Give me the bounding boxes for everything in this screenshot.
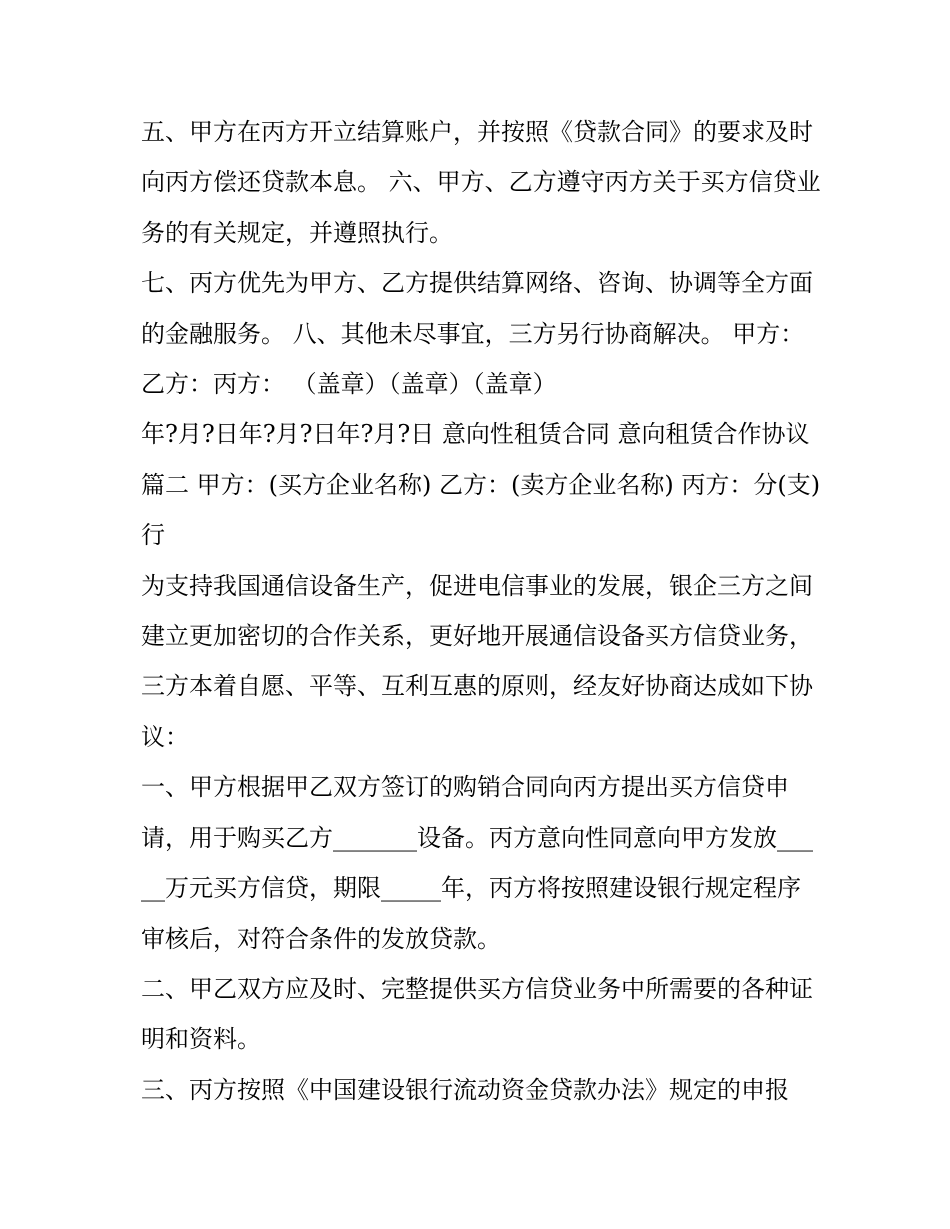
paragraph-clause-7-8-signatures: 七、丙方优先为甲方、乙方提供结算网络、咨询、协调等全方面的金融服务。 八、其他未尽事宜，三方另行协商解决。 甲方：乙方：丙方： （盖章）（盖章）（盖章） <box>141 269 813 399</box>
paragraph-clause-3: 三、丙方按照《中国建设银行流动资金贷款办法》规定的申报 <box>141 1075 789 1104</box>
paragraph-dates-title-parties: 年?月?日年?月?日年?月?日 意向性租赁合同 意向租赁合作协议篇二 甲方：(买方企业名称) 乙方：(卖方企业名称) 丙方：分(支)行 <box>141 420 821 550</box>
paragraph-clause-1: 一、甲方根据甲乙双方签订的购销合同向丙方提出买方信贷申请，用于购买乙方_______设备。丙方意向性同意向甲方发放_____万元买方信贷，期限_____年，丙方将按照建设银行规定程序审核后，对符合条件的发放贷款。 <box>141 773 813 953</box>
paragraph-clause-2: 二、甲乙双方应及时、完整提供买方信贷业务中所需要的各种证明和资料。 <box>141 974 813 1054</box>
document-body <box>141 107 821 1115</box>
paragraph-preamble: 为支持我国通信设备生产，促进电信事业的发展，银企三方之间建立更加密切的合作关系，更好地开展通信设备买方信贷业务，三方本着自愿、平等、互利互惠的原则，经友好协商达成如下协议： <box>141 571 813 751</box>
paragraph-clause-5-6: 五、甲方在丙方开立结算账户，并按照《贷款合同》的要求及时向丙方偿还贷款本息。 六、甲方、乙方遵守丙方关于买方信贷业务的有关规定，并遵照执行。 <box>141 118 821 247</box>
